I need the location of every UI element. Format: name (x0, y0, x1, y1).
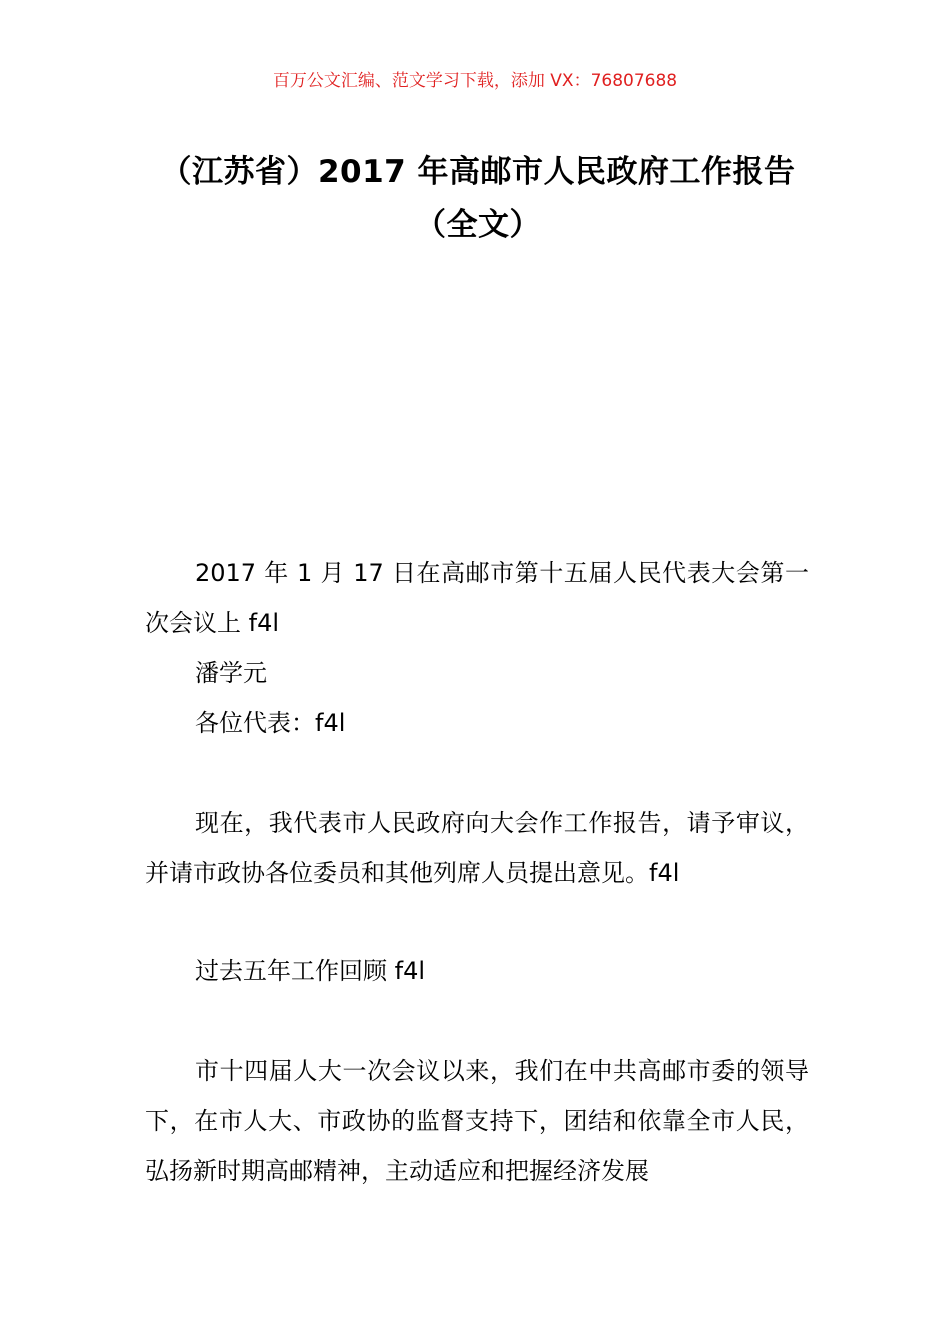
paragraph-section-heading: 过去五年工作回顾 f4l (195, 957, 426, 985)
document-title: （江苏省）2017 年高邮市人民政府工作报告（全文） (160, 154, 796, 243)
paragraph-meeting-info: 2017 年 1 月 17 日在高邮市第十五届人民代表大会第一次会议上 f4l (145, 559, 809, 637)
paragraph-review: 市十四届人大一次会议以来，我们在中共高邮市委的领导下，在市人大、市政协的监督支持下，团结和依靠全市人民，弘扬新时期高邮精神，主动适应和把握经济发展 (145, 1057, 809, 1185)
paragraph-salutation: 各位代表：f4l (195, 709, 346, 737)
header-note: 百万公文汇编、范文学习下载，添加 VX：76807688 (272, 71, 678, 91)
paragraph-intro: 现在，我代表市人民政府向大会作工作报告，请予审议，并请市政协各位委员和其他列席人员提出意见。f4l (145, 809, 809, 887)
paragraph-author: 潘学元 (195, 659, 267, 687)
